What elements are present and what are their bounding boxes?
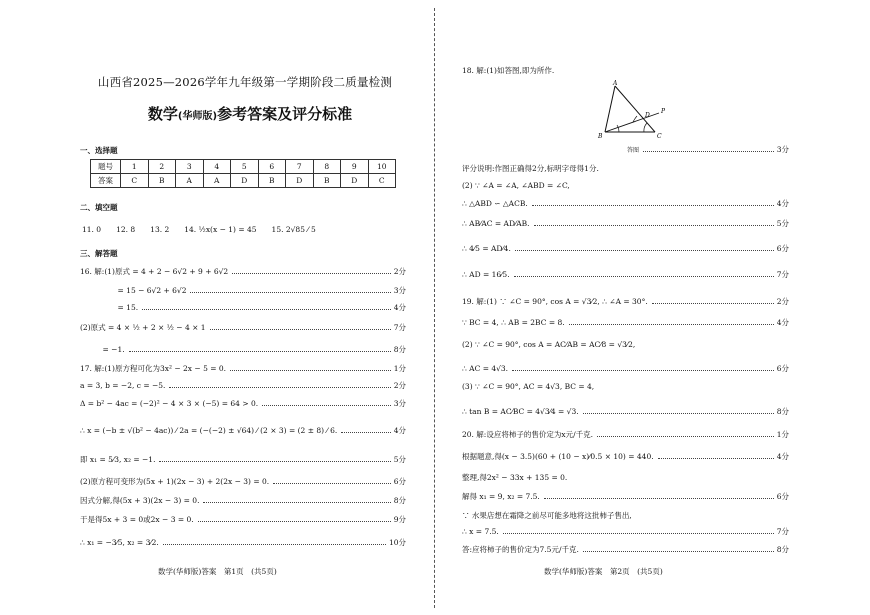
answer-line: ∴ AD = 16⁄5. 7分 xyxy=(462,269,789,279)
arc-c xyxy=(644,123,647,132)
answer-line: 于是得5x + 3 = 0或2x − 3 = 0. 9分 xyxy=(80,514,406,524)
table-cell: B xyxy=(313,174,341,188)
table-cell: D xyxy=(341,174,369,188)
table-cell: 9 xyxy=(341,160,369,174)
page-divider xyxy=(434,8,435,608)
answer-line: (2)原方程可变形为(5x + 1)(2x − 3) + 2(2x − 3) = 0. 6分 xyxy=(80,476,406,486)
table-cell: A xyxy=(176,174,204,188)
title-subject: 数学 xyxy=(147,105,178,123)
answer-line: 20. 解:设应将柿子的售价定为x元/千克. 1分 xyxy=(462,429,789,439)
label-p: P xyxy=(661,108,666,115)
answer-line: ∴ △ABD ∽ △ACB. 4分 xyxy=(462,198,789,208)
table-cell: 7 xyxy=(286,160,314,174)
table-cell: C xyxy=(121,174,149,188)
table-row-numbers xyxy=(91,160,396,174)
answer-line: 19. 解:(1) ∵ ∠C = 90°, cos A = √3⁄2, ∴ ∠A = 30°. 2分 xyxy=(462,296,789,306)
answer-line: ∴ tan B = AC⁄BC = 4√3⁄4 = √3. 8分 xyxy=(462,406,789,416)
table-cell: 答案 xyxy=(91,174,121,188)
table-cell: 1 xyxy=(121,160,149,174)
table-cell: 题号 xyxy=(91,160,121,174)
answer-line: ∴ x = 7.5. 7分 xyxy=(462,526,789,536)
label-c: C xyxy=(657,133,662,140)
table-cell: B xyxy=(148,174,176,188)
q18-heading: 18. 解:(1)如答图,即为所作. xyxy=(462,66,555,75)
scoring-note: 评分说明:作图正确得2分,标明字母得1分. xyxy=(462,164,599,173)
answer-line: = −1. 8分 xyxy=(80,344,406,354)
answer-line: ∵ BC = 4, ∴ AB = 2BC = 8. 4分 xyxy=(462,317,789,327)
answer-line: 解得 x₁ = 9, x₂ = 7.5. 6分 xyxy=(462,491,789,501)
exam-title: 山西省2025—2026学年九年级第一学期阶段二质量检测 xyxy=(97,75,393,89)
table-cell: 10 xyxy=(368,160,396,174)
table-cell: D xyxy=(286,174,314,188)
answer-line: ∴ x₁ = −3⁄5, x₂ = 3⁄2. 10分 xyxy=(80,537,406,547)
table-cell: A xyxy=(203,174,231,188)
answer-line: ∴ AB⁄AC = AD⁄AB. 5分 xyxy=(462,218,789,228)
side-ab xyxy=(605,86,615,132)
table-cell: 8 xyxy=(313,160,341,174)
triangle-construction-figure xyxy=(597,80,677,142)
answer-line: 答图 3分 xyxy=(627,144,789,154)
ray-bp xyxy=(605,113,659,132)
answer-line: 17. 解:(1)原方程可化为3x² − 2x − 5 = 0. 1分 xyxy=(80,363,406,373)
table-cell: 5 xyxy=(231,160,259,174)
table-cell: B xyxy=(258,174,286,188)
table-cell: 2 xyxy=(148,160,176,174)
answer-line: = 15 − 6√2 + 6√2 3分 xyxy=(80,285,406,295)
table-cell: D xyxy=(231,174,259,188)
label-d: D xyxy=(645,112,650,119)
table-row-answers xyxy=(91,174,396,188)
label-b: B xyxy=(598,133,603,140)
table-cell: 6 xyxy=(258,160,286,174)
table-cell: C xyxy=(368,174,396,188)
section-choice-heading: 一、选择题 xyxy=(80,146,118,155)
answer-line: (2)原式 = 4 × ½ + 2 × ½ − 4 × 1 7分 xyxy=(80,322,406,332)
choice-answer-table xyxy=(90,159,396,188)
answer-text: (2) ∵ ∠A = ∠A, ∠ABD = ∠C, xyxy=(462,181,570,190)
table-cell: 3 xyxy=(176,160,204,174)
answer-line: ∴ 4⁄5 = AD⁄4. 6分 xyxy=(462,243,789,253)
label-a: A xyxy=(613,80,618,87)
page-footer: 数学(华师版)答案 第2页 (共5页) xyxy=(544,567,663,576)
answer-line: 答:应将柿子的售价定为7.5元/千克. 8分 xyxy=(462,544,789,554)
answer-text: (3) ∵ ∠C = 90°, AC = 4√3, BC = 4, xyxy=(462,382,595,391)
answer-line: ∴ x = (−b ± √(b² − 4ac)) ⁄ 2a = (−(−2) ± √64) ⁄ (2 × 3) = (2 ± 8) ⁄ 6. 4分 xyxy=(80,425,406,435)
answer-line: 16. 解:(1)原式 = 4 + 2 − 6√2 + 9 + 6√2 2分 xyxy=(80,266,406,276)
answer-line: ∴ AC = 4√3. 6分 xyxy=(462,363,789,373)
fill-answers: 11. 0 12. 8 13. 2 14. ½x(x − 1) = 45 15. 2√85 ⁄ 5 xyxy=(82,225,316,234)
page-footer: 数学(华师版)答案 第1页 (共5页) xyxy=(158,567,277,576)
title-rest: 参考答案及评分标准 xyxy=(217,105,353,123)
section-solve-heading: 三、解答题 xyxy=(80,249,118,258)
table-cell: 4 xyxy=(203,160,231,174)
answer-text: (2) ∵ ∠C = 90°, cos A = AC⁄AB = AC⁄8 = √3⁄2, xyxy=(462,340,636,349)
answer-line: 根据题意,得(x − 3.5)(60 + (10 − x)⁄0.5 × 10) = 440. 4分 xyxy=(462,451,789,461)
side-ac xyxy=(615,86,655,132)
answer-line: 即 x₁ = 5⁄3, x₂ = −1. 5分 xyxy=(80,454,406,464)
answer-text: 整理,得2x² − 33x + 135 = 0. xyxy=(462,473,568,482)
figure-caption: 答图 xyxy=(627,146,640,154)
arc-b xyxy=(617,125,619,132)
answer-line: = 15. 4分 xyxy=(80,302,406,312)
answer-line: 因式分解,得(5x + 3)(2x − 3) = 0. 8分 xyxy=(80,495,406,505)
title-edition: (华师版) xyxy=(177,111,218,122)
answer-key-title xyxy=(80,103,420,124)
answer-text: ∵ 水果店想在霜降之前尽可能多地将这批柿子售出, xyxy=(462,511,632,520)
section-fill-heading: 二、填空题 xyxy=(80,203,118,212)
answer-line: a = 3, b = −2, c = −5. 2分 xyxy=(80,380,406,390)
answer-line: Δ = b² − 4ac = (−2)² − 4 × 3 × (−5) = 64 > 0. 3分 xyxy=(80,398,406,408)
